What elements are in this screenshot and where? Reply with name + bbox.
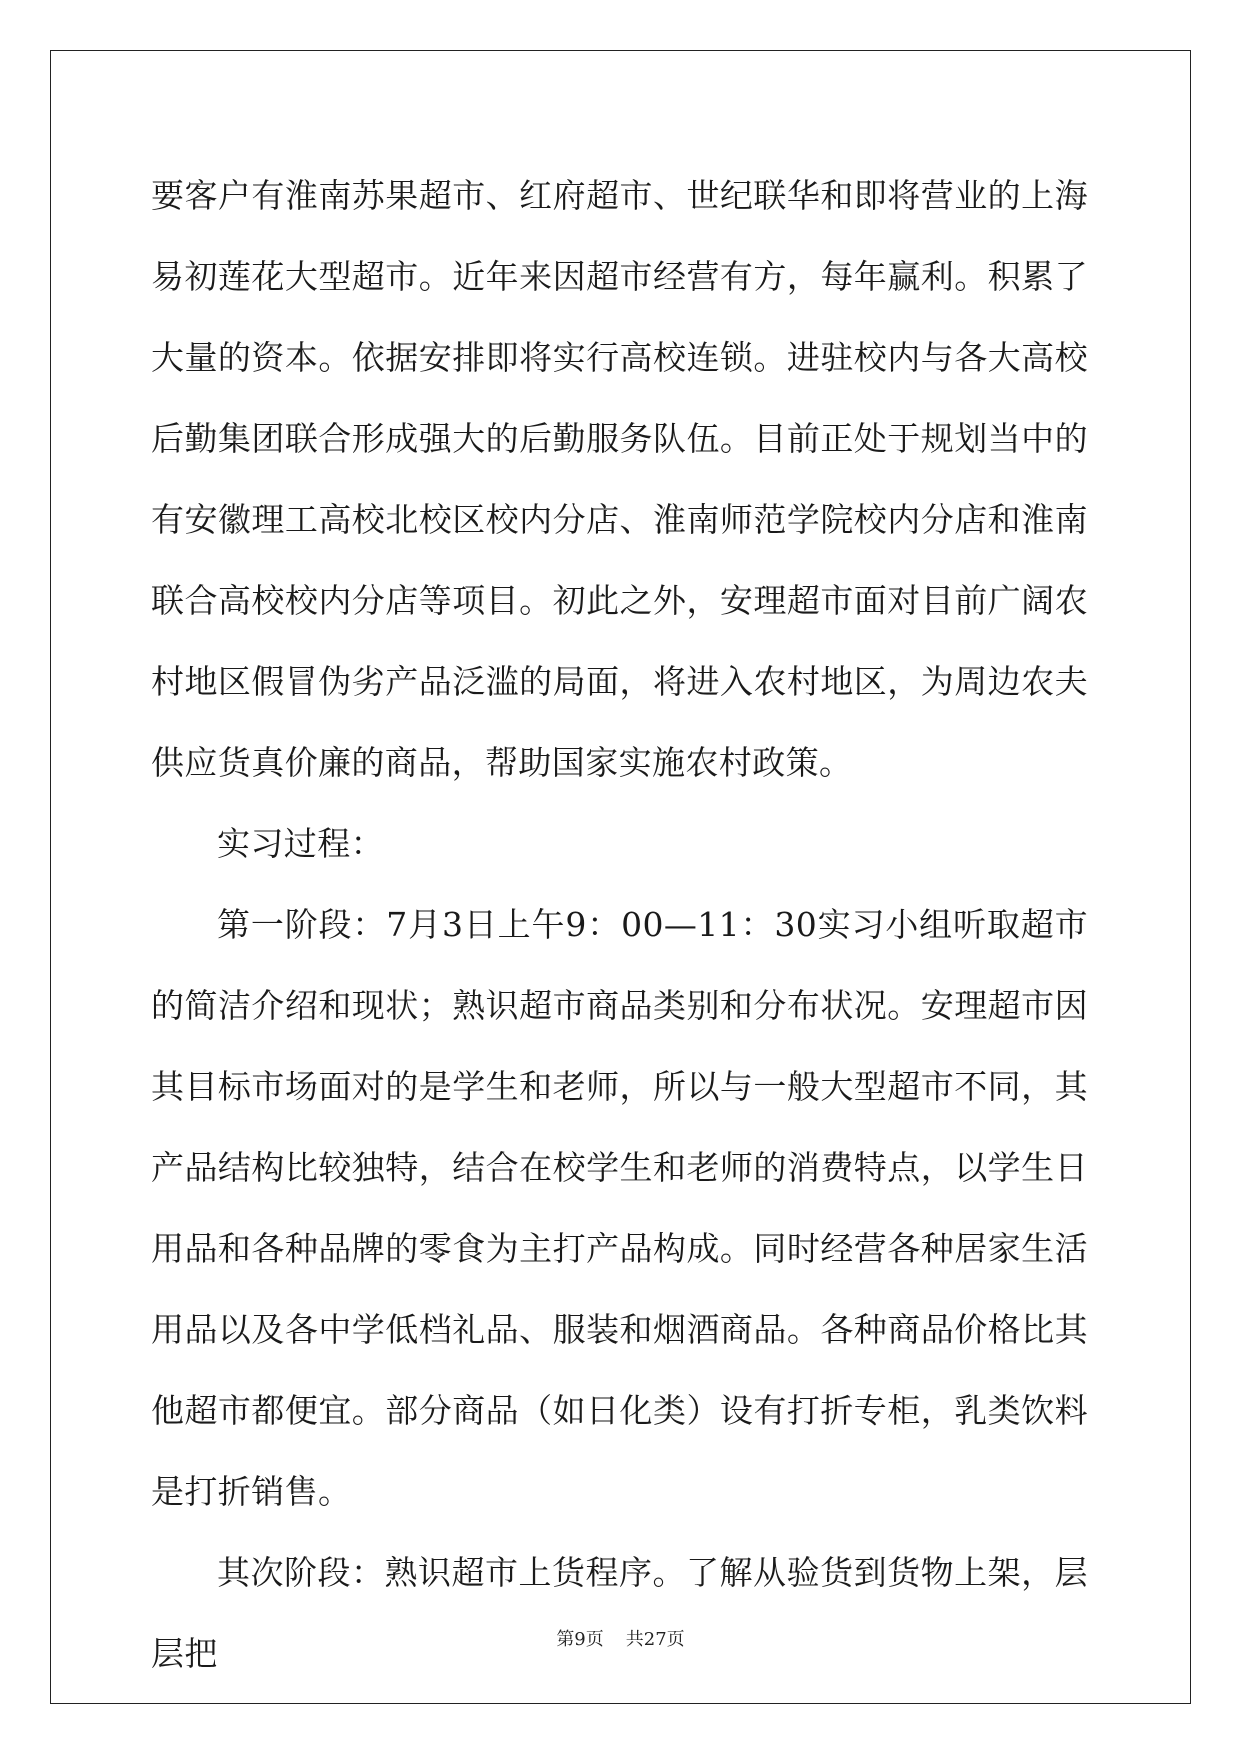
- total-page-count: 共27页: [625, 1629, 685, 1650]
- current-page-number: 第9页: [556, 1629, 604, 1650]
- page-footer: [0, 1625, 1241, 1651]
- paragraph-internship-process-heading: 实习过程：: [217, 824, 384, 863]
- paragraph-company-intro: 要客户有淮南苏果超市、红府超市、世纪联华和即将营业的上海易初莲花大型超市。近年来因超市经营有方，每年赢利。积累了大量的资本。依据安排即将实行高校连锁。进驻校内与各大高校后勤集团联合形成强大的后勤服务队伍。目前正处于规划当中的有安徽理工高校北校区校内分店、淮南师范学院校内分店和淮南联合高校校内分店等项目。初此之外，安理超市面对目前广阔农村地区假冒伪劣产品泛滥的局面，将进入农村地区，为周边农夫供应货真价廉的商品，帮助国家实施农村政策。: [151, 176, 1088, 782]
- paragraph-stage-one: 第一阶段：7月3日上午9：00—11：30实习小组听取超市的简洁介绍和现状；熟识超市商品类别和分布状况。安理超市因其目标市场面对的是学生和老师，所以与一般大型超市不同，其产品结构比较独特，结合在校学生和老师的消费特点，以学生日用品和各种品牌的零食为主打产品构成。同时经营各种居家生活用品以及各中学低档礼品、服装和烟酒商品。各种商品价格比其他超市都便宜。部分商品（如日化类）设有打折专柜，乳类饮料是打折销售。: [151, 905, 1088, 1511]
- document-body: [151, 155, 1088, 1694]
- paragraph-stage-two: 其次阶段：熟识超市上货程序。了解从验货到货物上架，层层把: [151, 1553, 1088, 1673]
